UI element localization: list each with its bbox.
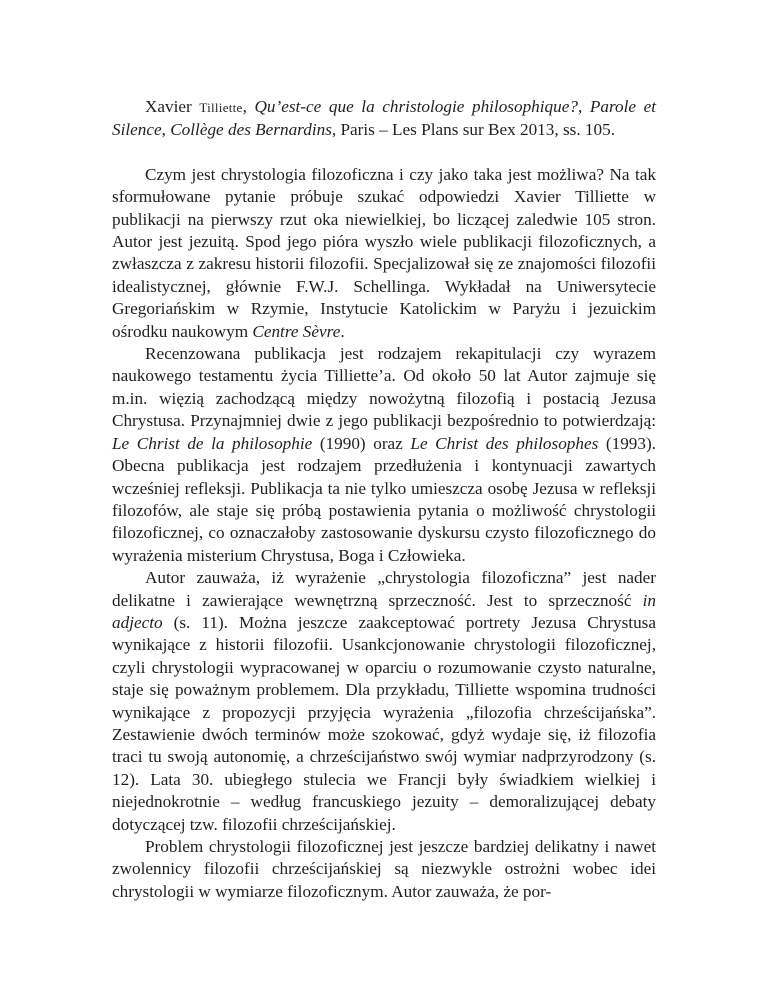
paragraph-3 [112,567,656,836]
paragraph-text: (1993). Obecna publikacja jest rodzajem przedłużenia i kontynuacji zawartych wcześniej refleksji. Publikacja ta nie tylko umieszcza osobę Jezusa w refleksji filozofów, ale staje się próbą postawienia pytania o możliwość chrystologii filozoficznej, co oznaczałoby zastosowanie dyskursu czysto filozoficznego do wyrażenia misterium Chrystusa, Boga i Człowieka. [112,433,657,565]
book-publisher: Collège des Bernardins [170,120,332,140]
paragraph-text: . [340,321,345,341]
author-last-name: Tilliette [199,100,243,115]
italic-term: Le Christ de la philosophie [112,433,313,453]
book-title: Qu’est-ce que la christologie philosophique? [254,97,578,116]
author-first-name: Xavier [145,97,200,116]
paragraph-text: Problem chrystologii filozoficznej jest jeszcze bardziej delikatny i nawet zwolennicy filozofii chrześcijańskiej są niezwykle ostrożni wobec idei chrystologii w wymiarze filozoficznym. Autor zauważa, że por- [112,837,656,901]
italic-term: Centre Sèvre [252,321,341,341]
paragraph-4 [112,836,656,903]
italic-term: in adjecto [112,590,656,632]
citation-separator: , [161,120,171,140]
paragraph-text: (s. 11). Można jeszcze zaakceptować portrety Jezusa Chrystusa wynikające z historii filozofii. Usankcjonowanie chrystologii filozoficznej, czyli chrystologii wypracowanej w oparciu o rozumowanie czysto naturalne, staje się poważnym problemem. Dla przykładu, Tilliette wspomina trudności wynikające z propozycji przyjęcia wyrażenia „filozofia chrześcijańska”. Zestawienie dwóch terminów może szokować, gdyż wydaje się, iż filozofia traci tu swoją autonomię, a chrześcijaństwo swój wymiar nadprzyrodzony (s. 12). Lata 30. ubiegłego stulecia we Francji były świadkiem wielkiej i niejednokrotnie – według francuskiego jezuity – demoralizującej debaty dotyczącej tzw. filozofii chrześcijańskiej. [112,612,656,834]
italic-term: Le Christ des philosophes [410,433,599,453]
publication-details: , Paris – Les Plans sur Bex 2013, ss. 105. [331,120,616,140]
review-page [112,96,656,903]
book-series: Parole et Silence [112,97,656,140]
paragraph-text: (1990) oraz [312,433,411,453]
paragraph-text: Recenzowana publikacja jest rodzajem rekapitulacji czy wyrazem naukowego testamentu życia Tilliette’a. Od około 50 lat Autor zajmuje się m.in. więzią zachodzącą między nowożytną filozofią i postacią Jezusa Chrystusa. Przynajmniej dwie z jego publikacji bezpośrednio to potwierdzają: [112,344,656,431]
paragraph-text: Autor zauważa, iż wyrażenie „chrystologia filozoficzna” jest nader delikatne i zawierające wewnętrzną sprzeczność. Jest to sprzeczność [112,568,656,610]
paragraph-1 [112,164,656,343]
citation-separator: , [577,97,590,116]
book-citation [112,96,656,142]
paragraph-2 [112,343,656,567]
paragraph-text: Czym jest chrystologia filozoficzna i czy jako taka jest możliwa? Na tak sformułowane pytanie próbuje szukać odpowiedzi Xavier Tilliette w publikacji na pierwszy rzut oka niewielkiej, bo liczącej zaledwie 105 stron. Autor jest jezuitą. Spod jego pióra wyszło wiele publikacji filozoficznych, a zwłaszcza z zakresu historii filozofii. Specjalizował się ze znajomości filozofii idealistycznej, głównie F.W.J. Schellinga. Wykładał na Uniwersytecie Gregoriańskim w Rzymie, Instytucie Katolickim w Paryżu i jezuickim ośrodku naukowym [112,164,656,341]
citation-separator: , [242,97,255,116]
